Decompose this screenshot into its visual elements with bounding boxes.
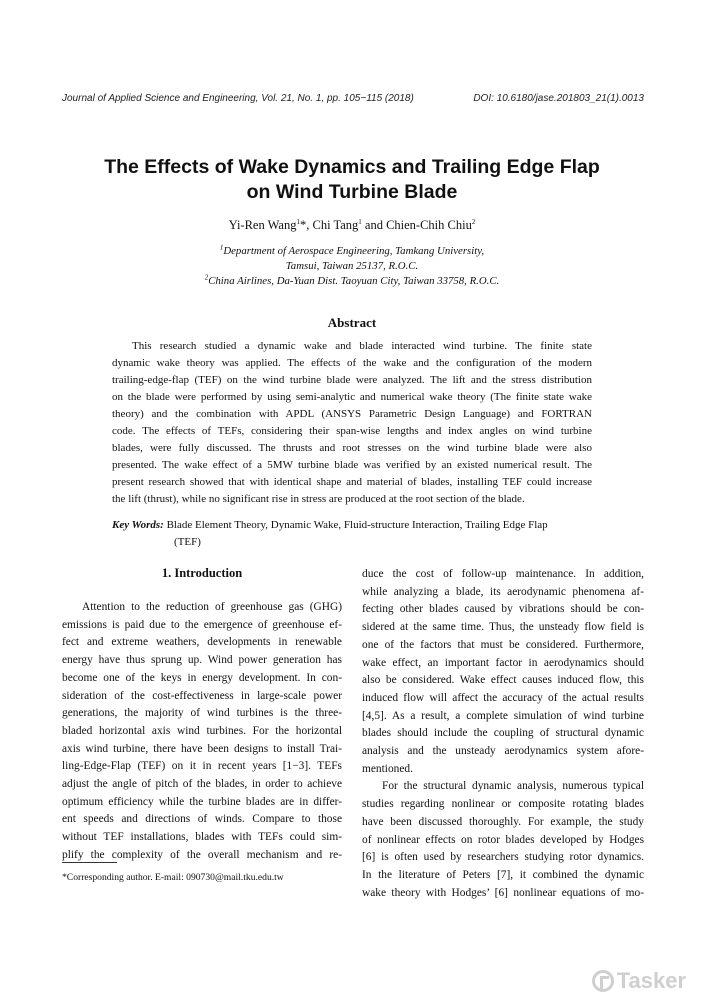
affiliation-1-address: Tamsui, Taiwan 25137, R.O.C. <box>285 260 419 272</box>
affiliation-1: $^1$Department of Aerospace Engineering, Tamkang University, <box>219 243 485 257</box>
section-heading-introduction: 1. Introduction <box>161 566 243 580</box>
author-3-affil: 2 <box>471 217 476 226</box>
body-line: have been discussed thoroughly. For example, the study <box>362 815 644 828</box>
abstract-line: This research studied a dynamic wake and blade interacted wind turbine. The finite state <box>132 340 592 352</box>
watermark-text: Tasker <box>616 968 686 993</box>
body-line: [4,5]. As a result, a complete simulation of wind turbine <box>362 709 644 722</box>
abstract-line: trailing-edge-flap (TEF) on the wind turbine blade were analyzed. The lift and the stress distribution <box>112 374 592 386</box>
body-line: emissions is paid due to the emergence of greenhouse ef- <box>62 618 342 631</box>
doi: DOI: 10.6180/jase.201803_21(1).0013 <box>473 93 644 104</box>
body-line: plify the complexity of the overall mechanism and re- <box>62 848 342 861</box>
abstract-heading: Abstract <box>327 315 377 330</box>
body-line: mentioned. <box>362 762 413 775</box>
body-line: without TEF installations, blades with TEFs could sim- <box>62 831 342 844</box>
tasker-watermark <box>592 968 686 994</box>
paper-title <box>0 155 704 205</box>
body-line: wake theory with Hodges’ [6] nonlinear equations of mo- <box>362 886 644 899</box>
body-line: sideration of the cost-effectiveness in large-scale power <box>62 689 342 702</box>
body-line: become one of the keys in energy development. In con- <box>62 671 342 684</box>
body-line: ent speeds and directions of winds. Compare to those <box>62 813 342 826</box>
body-line: induced flow will affect the accuracy of the actual results <box>362 691 644 704</box>
body-line: fecting other blades caused by vibrations should be con- <box>362 603 644 616</box>
title-line-2: on Wind Turbine Blade <box>246 181 458 203</box>
body-line: optimum efficiency while the turbine blades are in differ- <box>62 795 342 808</box>
body-line: one of the factors that must be considered. Furthermore, <box>362 638 644 651</box>
keywords-label: Key Words: <box>112 519 164 531</box>
abstract-line: theory) and the combination with APDL (ANSYS Parametric Design Language) and FORTRAN <box>112 408 592 420</box>
body-column-right <box>362 566 644 902</box>
abstract-line: presented. The wake effect of a 5MW turbine blade was verified by an existed numerical result. The <box>112 459 592 471</box>
author-list <box>0 218 704 233</box>
body-line: [6] is often used by researchers studying rotor dynamics. <box>362 851 644 864</box>
abstract-line: the lift (thrust), while no significant rise in stress are produced at the root section of the blade. <box>112 493 525 505</box>
body-line: In the literature of Peters [7], it combined the dynamic <box>362 868 644 881</box>
author-conjunction: and <box>361 218 387 232</box>
abstract-line: present research showed that with identical shape and material of blades, installing TEF could increase <box>112 476 592 488</box>
body-line: sidered at the same time. Thus, the unsteady flow field is <box>362 621 644 634</box>
abstract-line: on the blade were performed by using semi-analytic and numerical wake theory (The finite state wake <box>112 391 592 403</box>
affiliation-2: $^2$China Airlines, Da-Yuan Dist. Taoyuan City, Taiwan 33758, R.O.C. <box>204 273 500 287</box>
author-2: Chi Tang <box>312 218 359 232</box>
keywords-continued: (TEF) <box>174 536 201 548</box>
body-line: adjust the angle of pitch of the blades, in order to achieve <box>62 778 342 791</box>
corresponding-mark: *, <box>299 218 313 232</box>
body-line: of nonlinear effects on rotor blades developed by Hodges <box>362 833 644 846</box>
footnote-divider <box>62 862 117 863</box>
keywords <box>112 517 592 533</box>
author-3: Chien-Chih Chiu <box>386 218 472 232</box>
title-line-1: The Effects of Wake Dynamics and Trailing Edge Flap <box>104 156 600 178</box>
abstract-line: blades, were fully discussed. The thrusts and root stresses on the wind turbine blade were also <box>112 442 592 454</box>
abstract-line: dynamic wake theory was applied. The effects of the wake and the configuration of the modern <box>112 357 592 369</box>
journal-citation: Journal of Applied Science and Engineering, Vol. 21, No. 1, pp. 105−115 (2018) <box>62 93 414 104</box>
body-line: also be considered. Wake effect causes induced flow, this <box>362 674 644 687</box>
body-line: energy have thus sprung up. Wind power generation has <box>62 654 342 667</box>
body-line: fect and extreme weathers, developments in renewable <box>62 636 342 649</box>
body-line: analysis and the unsteady aerodynamics system afore- <box>362 745 644 758</box>
body-column-left <box>62 599 342 865</box>
body-line: Attention to the reduction of greenhouse gas (GHG) <box>82 601 342 613</box>
body-line: while analyzing a blade, its aerodynamic phenomena af- <box>362 585 644 598</box>
body-line: bladed horizontal axis wind turbines. For the horizontal <box>62 724 342 737</box>
body-line: axis wind turbine, there have been designs to install Trai- <box>62 742 342 755</box>
author-1: Yi-Ren Wang <box>228 218 297 232</box>
footnote-corresponding-author: *Corresponding author. E-mail: 090730@mail.tku.edu.tw <box>62 872 284 883</box>
body-line: blades should include the coupling of structural dynamic <box>362 727 644 740</box>
body-line: ling-Edge-Flap (TEF) on it in recent years [1−3]. TEFs <box>62 760 342 773</box>
keywords-list: Blade Element Theory, Dynamic Wake, Fluid-structure Interaction, Trailing Edge Flap <box>166 519 548 531</box>
body-line: wake effect, an important factor in aerodynamics should <box>362 656 644 669</box>
affiliations <box>0 244 704 289</box>
body-line: For the structural dynamic analysis, numerous typical <box>382 780 644 793</box>
body-line: duce the cost of follow-up maintenance. In addition, <box>362 568 644 580</box>
author-2-affil: 1 <box>358 217 362 226</box>
tasker-logo-icon <box>592 970 614 992</box>
body-line: generations, the majority of wind turbines is the three- <box>62 707 342 720</box>
body-line: studies regarding nonlinear or composite rotating blades <box>362 798 644 811</box>
author-1-affil: 1 <box>296 217 300 226</box>
abstract-line: code. The effects of TEFs, considering their span-wise lengths and index angles on wind turbine <box>112 425 592 437</box>
